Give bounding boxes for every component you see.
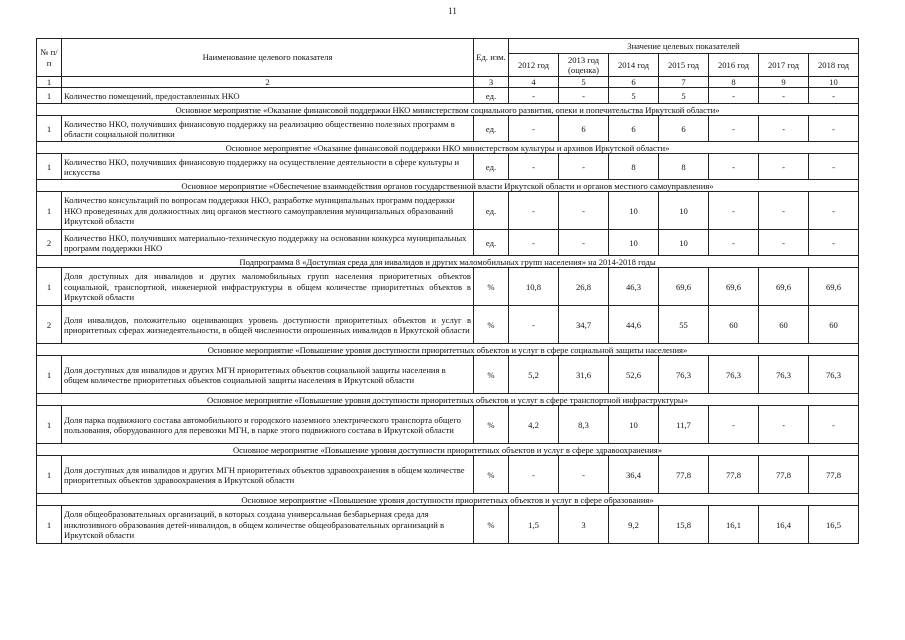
value-cell: -: [509, 116, 559, 142]
value-cell: -: [709, 88, 759, 104]
value-cell: -: [559, 230, 609, 256]
indicator-name: Количество помещений, предоставленных НКО: [62, 88, 474, 104]
col-header-num: № п/п: [37, 39, 62, 77]
row-number: 2: [37, 306, 62, 344]
value-cell: -: [709, 154, 759, 180]
value-cell: 60: [709, 306, 759, 344]
value-cell: 5,2: [509, 356, 559, 394]
value-cell: -: [709, 192, 759, 230]
column-number: 10: [809, 77, 859, 88]
value-cell: 11,7: [659, 406, 709, 444]
value-cell: -: [559, 154, 609, 180]
value-cell: -: [709, 230, 759, 256]
indicator-name: Доля общеобразовательных организаций, в которых создана универсальная безбарьерная среда для инклюзивного образования детей-инвалидов, в общем количестве общеобразовательных организаций в Иркутской области: [62, 506, 474, 544]
value-cell: 8: [659, 154, 709, 180]
section-title: Основное мероприятие «Повышение уровня доступности приоритетных объектов и услуг в сфере образования»: [37, 494, 859, 506]
value-cell: -: [759, 88, 809, 104]
value-cell: 10: [609, 230, 659, 256]
value-cell: 6: [659, 116, 709, 142]
year-header: 2018 год: [809, 54, 859, 77]
value-cell: 9,2: [609, 506, 659, 544]
value-cell: 16,5: [809, 506, 859, 544]
table-row: [37, 506, 859, 544]
value-cell: 10: [659, 192, 709, 230]
table-row: [37, 456, 859, 494]
section-row: [37, 444, 859, 456]
value-cell: 69,6: [809, 268, 859, 306]
value-cell: -: [759, 406, 809, 444]
unit-cell: %: [474, 506, 509, 544]
value-cell: 77,8: [659, 456, 709, 494]
row-number: 1: [37, 192, 62, 230]
table-row: [37, 356, 859, 394]
section-row: [37, 394, 859, 406]
value-cell: -: [759, 192, 809, 230]
year-header: 2012 год: [509, 54, 559, 77]
value-cell: 77,8: [809, 456, 859, 494]
unit-cell: ед.: [474, 192, 509, 230]
indicator-name: Количество НКО, получивших финансовую поддержку на осуществление деятельности в сфере культуры и искусства: [62, 154, 474, 180]
value-cell: 26,8: [559, 268, 609, 306]
indicator-name: Доля инвалидов, положительно оценивающих уровень доступности приоритетных объектов и услуг в приоритетных сферах жизнедеятельности, в общей численности опрошенных инвалидов в Иркутской области: [62, 306, 474, 344]
row-number: 1: [37, 506, 62, 544]
value-cell: 76,3: [709, 356, 759, 394]
value-cell: 3: [559, 506, 609, 544]
value-cell: 46,3: [609, 268, 659, 306]
row-number: 1: [37, 268, 62, 306]
indicator-name: Доля доступных для инвалидов и других МГН приоритетных объектов здравоохранения в общем количестве приоритетных объектов здравоохранения в Иркутской области: [62, 456, 474, 494]
value-cell: 76,3: [759, 356, 809, 394]
unit-cell: ед.: [474, 116, 509, 142]
value-cell: -: [759, 154, 809, 180]
value-cell: 34,7: [559, 306, 609, 344]
value-cell: 77,8: [759, 456, 809, 494]
unit-cell: ед.: [474, 230, 509, 256]
value-cell: 69,6: [659, 268, 709, 306]
subprogram-row: [37, 256, 859, 268]
target-indicators-table: [36, 38, 859, 544]
table-row: [37, 230, 859, 256]
value-cell: 6: [609, 116, 659, 142]
column-number: 4: [509, 77, 559, 88]
year-header: 2014 год: [609, 54, 659, 77]
subprogram-title: Подпрограмма 8 «Доступная среда для инвалидов и других маломобильных групп населения» на 2014-2018 годы: [37, 256, 859, 268]
value-cell: 60: [759, 306, 809, 344]
value-cell: 60: [809, 306, 859, 344]
value-cell: 6: [559, 116, 609, 142]
year-header: 2016 год: [709, 54, 759, 77]
col-header-name: Наименование целевого показателя: [62, 39, 474, 77]
value-cell: -: [559, 456, 609, 494]
unit-cell: %: [474, 356, 509, 394]
value-cell: 10,8: [509, 268, 559, 306]
indicator-name: Количество консультаций по вопросам поддержки НКО, разработке муниципальных программ поддержки НКО проведенных для должностных лиц органов местного самоуправления муниципальных образований Иркутской области: [62, 192, 474, 230]
column-number: 3: [474, 77, 509, 88]
value-cell: -: [509, 192, 559, 230]
value-cell: -: [809, 154, 859, 180]
value-cell: 10: [609, 192, 659, 230]
value-cell: -: [559, 192, 609, 230]
unit-cell: %: [474, 406, 509, 444]
unit-cell: %: [474, 268, 509, 306]
col-header-unit: Ед. изм.: [474, 39, 509, 77]
table-row: [37, 268, 859, 306]
section-title: Основное мероприятие «Повышение уровня доступности приоритетных объектов и услуг в сфере транспортной инфраструктуры»: [37, 394, 859, 406]
table-row: [37, 88, 859, 104]
page-number: 11: [448, 6, 457, 16]
value-cell: 10: [609, 406, 659, 444]
value-cell: -: [809, 116, 859, 142]
unit-cell: ед.: [474, 88, 509, 104]
value-cell: -: [809, 88, 859, 104]
value-cell: 76,3: [659, 356, 709, 394]
year-header: 2013 год (оценка): [559, 54, 609, 77]
value-cell: 10: [659, 230, 709, 256]
column-number: 1: [37, 77, 62, 88]
value-cell: 52,6: [609, 356, 659, 394]
value-cell: 5: [609, 88, 659, 104]
table-row: [37, 306, 859, 344]
value-cell: 76,3: [809, 356, 859, 394]
value-cell: 77,8: [709, 456, 759, 494]
table-row: [37, 116, 859, 142]
value-cell: -: [709, 406, 759, 444]
row-number: 1: [37, 406, 62, 444]
value-cell: 8,3: [559, 406, 609, 444]
value-cell: 36,4: [609, 456, 659, 494]
value-cell: -: [809, 406, 859, 444]
unit-cell: ед.: [474, 154, 509, 180]
row-number: 1: [37, 456, 62, 494]
section-row: [37, 344, 859, 356]
section-row: [37, 494, 859, 506]
column-number: 8: [709, 77, 759, 88]
value-cell: 1,5: [509, 506, 559, 544]
section-title: Основное мероприятие «Обеспечение взаимодействия органов государственной власти Иркутской области и органов местного самоуправления»: [37, 180, 859, 192]
value-cell: 69,6: [759, 268, 809, 306]
column-number: 9: [759, 77, 809, 88]
value-cell: -: [709, 116, 759, 142]
indicator-name: Доля парка подвижного состава автомобильного и городского наземного электрического транспорта общего пользования, оборудованного для перевозки МГН, в парке этого подвижного состава в Иркутской области: [62, 406, 474, 444]
value-cell: 4,2: [509, 406, 559, 444]
table-row: [37, 406, 859, 444]
section-title: Основное мероприятие «Оказание финансовой поддержки НКО министерством социального развития, опеки и попечительства Иркутской области»: [37, 104, 859, 116]
section-row: [37, 104, 859, 116]
section-title: Основное мероприятие «Оказание финансовой поддержки НКО министерством культуры и архивов Иркутской области»: [37, 142, 859, 154]
section-title: Основное мероприятие «Повышение уровня доступности приоритетных объектов и услуг в сфере социальной защиты населения»: [37, 344, 859, 356]
table-row: [37, 154, 859, 180]
value-cell: 16,4: [759, 506, 809, 544]
column-number: 2: [62, 77, 474, 88]
indicator-name: Доля доступных для инвалидов и других МГН приоритетных объектов социальной защиты населения в общем количестве приоритетных объектов социальной защиты населения в Иркутской области: [62, 356, 474, 394]
indicator-name: Количество НКО, получивших финансовую поддержку на реализацию общественно полезных программ в области социальной политики: [62, 116, 474, 142]
column-number: 7: [659, 77, 709, 88]
value-cell: 16,1: [709, 506, 759, 544]
year-header: 2017 год: [759, 54, 809, 77]
value-cell: 15,8: [659, 506, 709, 544]
column-number: 6: [609, 77, 659, 88]
row-number: 1: [37, 356, 62, 394]
unit-cell: %: [474, 456, 509, 494]
section-row: [37, 142, 859, 154]
value-cell: -: [759, 230, 809, 256]
row-number: 1: [37, 88, 62, 104]
row-number: 1: [37, 116, 62, 142]
value-cell: -: [809, 230, 859, 256]
section-title: Основное мероприятие «Повышение уровня доступности приоритетных объектов и услуг в сфере здравоохранения»: [37, 444, 859, 456]
value-cell: -: [509, 456, 559, 494]
section-row: [37, 180, 859, 192]
row-number: 1: [37, 154, 62, 180]
value-cell: -: [509, 88, 559, 104]
value-cell: -: [509, 306, 559, 344]
value-cell: -: [509, 230, 559, 256]
value-cell: 31,6: [559, 356, 609, 394]
value-cell: 69,6: [709, 268, 759, 306]
table-row: [37, 192, 859, 230]
value-cell: 44,6: [609, 306, 659, 344]
row-number: 2: [37, 230, 62, 256]
unit-cell: %: [474, 306, 509, 344]
value-cell: -: [759, 116, 809, 142]
value-cell: -: [809, 192, 859, 230]
year-header: 2015 год: [659, 54, 709, 77]
value-cell: 5: [659, 88, 709, 104]
value-cell: 55: [659, 306, 709, 344]
indicator-name: Доля доступных для инвалидов и других маломобильных групп населения приоритетных объектов социальной, транспортной, инженерной инфраструктуры в общем количестве приоритетных объектов в Иркутской области: [62, 268, 474, 306]
col-header-values: Значение целевых показателей: [509, 39, 859, 54]
value-cell: -: [509, 154, 559, 180]
value-cell: 8: [609, 154, 659, 180]
value-cell: -: [559, 88, 609, 104]
column-number: 5: [559, 77, 609, 88]
indicator-name: Количество НКО, получивших материально-техническую поддержку на основании конкурса муниципальных программ поддержки НКО: [62, 230, 474, 256]
